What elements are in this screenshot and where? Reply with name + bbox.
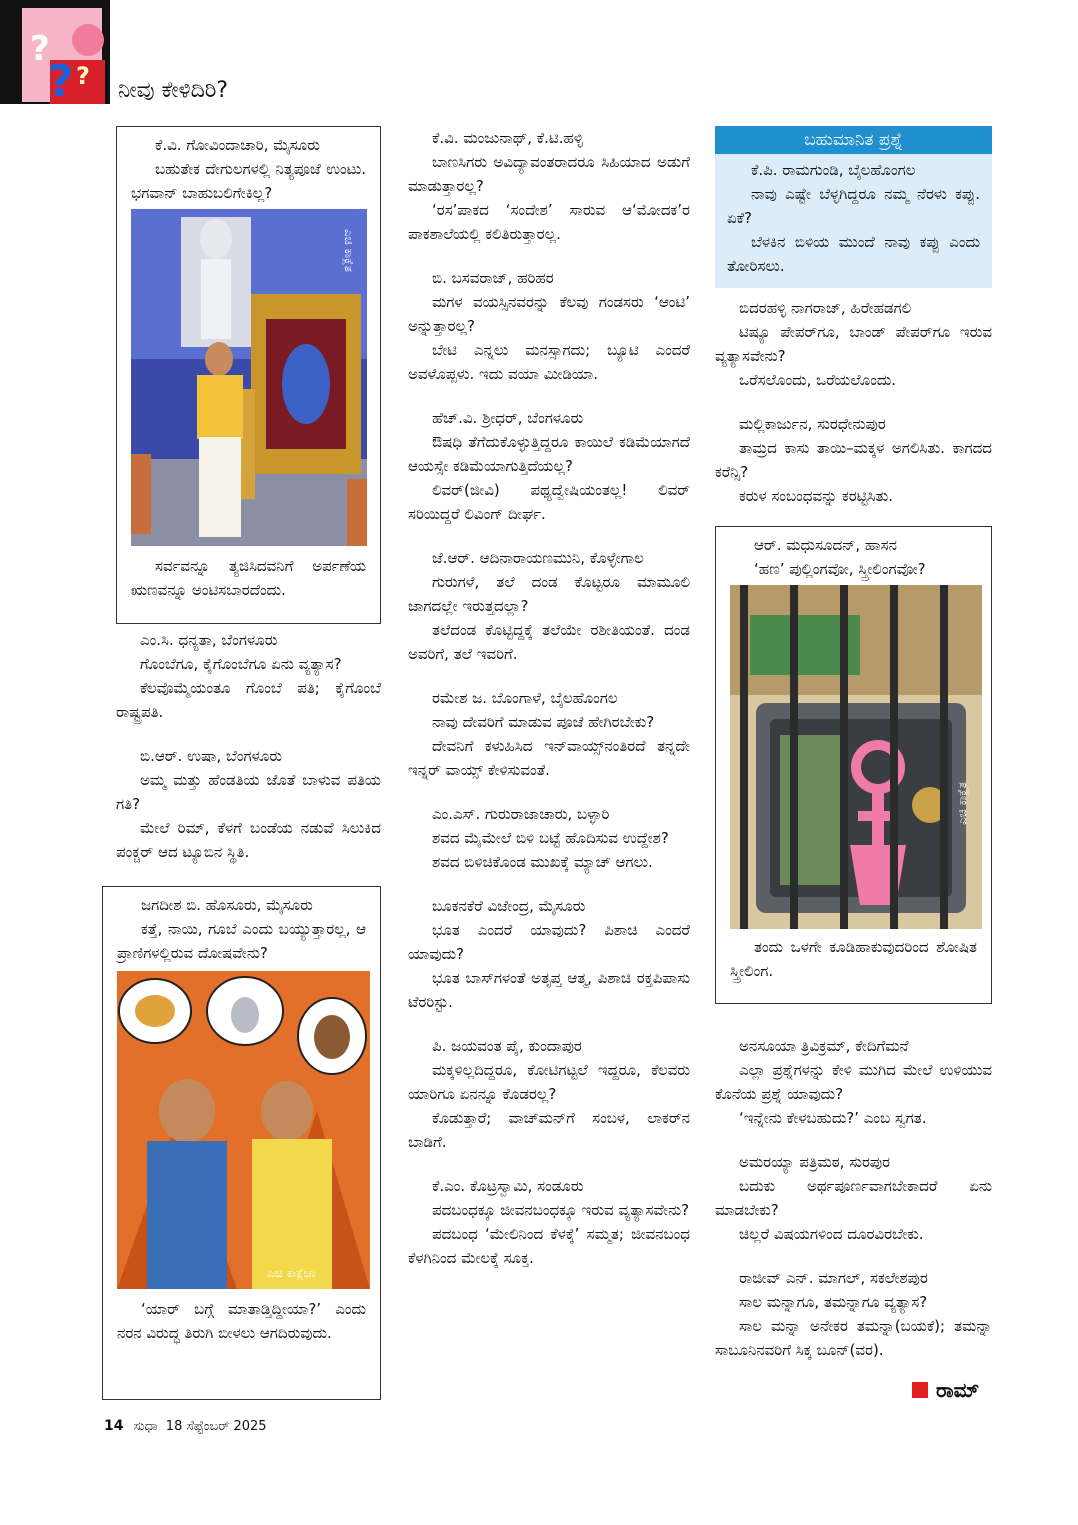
qa-item <box>408 1174 690 1270</box>
qa-box-1 <box>116 126 381 624</box>
answer-text: ಶವದ ಬಿಳಿಚಿಕೊಂಡ ಮುಖಕ್ಕೆ ಮ್ಯಾಚ್ ಆಗಲು. <box>432 853 653 871</box>
asker-name: ಕೆ.ಎಂ. ಕೊಟ್ರಸ್ವಾಮಿ, ಸಂಡೂರು <box>432 1177 584 1195</box>
answer-text: ಲಿವರ್(ಜೀವಿ) ಪಥ್ಯದ್ವೇಷಿಯಂತಲ್ಲ! ಲಿವರ್ ಸರಿಯಿದ್ದರೆ ಲಿವಿಂಗ್ ದೀರ್ಘ. <box>408 481 690 523</box>
asker-name: ಬಿ.ಆರ್. ಉಷಾ, ಬೆಂಗಳೂರು <box>140 747 283 765</box>
svg-text:?: ? <box>48 56 74 104</box>
question-text: ತಾಮ್ರದ ಕಾಸು ತಾಯಿ–ಮಕ್ಕಳ ಅಗಲಿಸಿತು. ಕಾಗದದ ಕರೆನ್ಸಿ? <box>715 439 992 481</box>
answer-text: ತಂದು ಒಳಗೇ ಕೂಡಿಹಾಕುವುದರಿಂದ ಶೋಷಿತ ಸ್ತ್ರೀಲಿಂಗ. <box>730 938 977 980</box>
artist-signature: ಎಚಿ ಕಾಕ್ಲೆತ <box>342 229 356 272</box>
question-text: ನಾವು ಎಷ್ಟೇ ಬೆಳ್ಳಗಿದ್ದರೂ ನಮ್ಮ ನೆರಳು ಕಪ್ಪು. ಏಕೆ? <box>727 185 980 227</box>
question-text: ಕತ್ತೆ, ನಾಯಿ, ಗೂಬೆ ಎಂದು ಬಯ್ಯುತ್ತಾರಲ್ಲ, ಆ ಪ್ರಾಣಿಗಳಲ್ಲಿರುವ ದೋಷವೇನು? <box>117 920 366 962</box>
asker-name: ಅಮರಯ್ಯಾ ಪತ್ರಿಮಠ, ಸುರಪುರ <box>739 1153 891 1171</box>
question-text: ಮಕ್ಕಳಿಲ್ಲದಿದ್ದರೂ, ಕೋಟಿಗಟ್ಟಲೆ ಇದ್ದರೂ, ಕೆಲವರು ಯಾರಿಗೂ ಏನನ್ನೂ ಕೊಡರಲ್ಲ? <box>408 1061 690 1103</box>
svg-text:?: ? <box>30 29 50 69</box>
asker-name: ರಾಜೀವ್ ಎನ್. ಮಾಗಲ್, ಸಕಲೇಶಪುರ <box>739 1269 928 1287</box>
question-text: ‘ಹಣ’ ಪುಲ್ಲಿಂಗವೋ, ಸ್ತ್ರೀಲಿಂಗವೋ? <box>754 560 926 578</box>
answer-text: ಚಿಲ್ಲರೆ ವಿಷಯಗಳಿಂದ ದೂರವಿರಬೇಕು. <box>739 1225 924 1243</box>
question-text: ಎಲ್ಲಾ ಪ್ರಶ್ನೆಗಳನ್ನು ಕೇಳಿ ಮುಗಿದ ಮೇಲೆ ಉಳಿಯುವ ಕೊನೆಯ ಪ್ರಶ್ನೆ ಯಾವುದು? <box>715 1061 992 1103</box>
col1-plain-list <box>116 628 381 884</box>
qa-item <box>116 628 381 724</box>
qa-item <box>408 894 690 1014</box>
issue-date: 18 ಸೆಪ್ಟೆಂಬರ್ 2025 <box>165 1419 267 1434</box>
question-text: ಅಮ್ಮ ಮತ್ತು ಹೆಂಡತಿಯ ಜೊತೆ ಬಾಳುವ ಪತಿಯ ಗತಿ? <box>116 771 381 813</box>
artist-signature: ಎಚಿ ಕಾಕ್ಲೆಚಾ <box>267 1266 316 1280</box>
temple-illustration <box>131 209 367 546</box>
col2-list <box>408 126 690 1290</box>
question-text: ಶವದ ಮೈಮೇಲೆ ಬಿಳಿ ಬಟ್ಟೆ ಹೊದಿಸುವ ಉದ್ದೇಶ? <box>432 829 669 847</box>
qa-item <box>408 406 690 526</box>
qa-item <box>408 686 690 782</box>
question-text: ಬಹುತೇಕ ದೇಗುಲಗಳಲ್ಲಿ ನಿತ್ಯಪೂಜೆ ಉಂಟು. ಭಗವಾನ್ ಬಾಹುಬಲಿಗೇಕಿಲ್ಲ? <box>131 160 366 202</box>
question-text: ಪದಬಂಧಕ್ಕೂ ಜೀವನಬಂಧಕ್ಕೂ ಇರುವ ವ್ಯತ್ಯಾಸವೇನು? <box>432 1201 690 1219</box>
question-text: ಭೂತ ಎಂದರೆ ಯಾವುದು? ಪಿಶಾಚಿ ಎಂದರೆ ಯಾವುದು? <box>408 921 690 963</box>
answer-text: ಸಾಲ ಮನ್ನಾ ಅನೇಕರ ತಮನ್ನಾ(ಬಯಕೆ); ತಮನ್ನಾ ಸಾಬೂನಿನವರಿಗೆ ಸಿಕ್ಕ ಬೂನ್(ವರ). <box>715 1317 992 1359</box>
answer-text: ಬೇಟಿ ಎನ್ನಲು ಮನಸ್ಸಾಗದು; ಬ್ಯೂಟಿ ಎಂದರೆ ಅವಳೊಪ್ಪಳು. ಇದು ವಯಾ ಮೀಡಿಯಾ. <box>408 341 690 383</box>
asker-name: ಜಗದೀಶ ಬಿ. ಹೊಸೂರು, ಮೈಸೂರು <box>141 896 313 914</box>
answer-text: ಮೇಲೆ ರಿಮ್, ಕೆಳಗೆ ಬಂಡೆಯ ನಡುವೆ ಸಿಲುಕಿದ ಪಂಕ್ಚರ್ ಆದ ಟ್ಯೂಬಿನ ಸ್ಥಿತಿ. <box>116 819 381 861</box>
question-text: ನಾವು ದೇವರಿಗೆ ಮಾಡುವ ಪೂಜೆ ಹೇಗಿರಬೇಕು? <box>432 713 655 731</box>
qa-item <box>408 546 690 666</box>
asker-name: ಮಲ್ಲಿಕಾರ್ಜುನ, ಸುರಧೇನುಪುರ <box>739 415 886 433</box>
author-signoff <box>912 1378 979 1402</box>
page-footer <box>104 1418 267 1434</box>
asker-name: ಎಂ.ಎಸ್. ಗುರುರಾಜಾಚಾರು, ಬಳ್ಳಾರಿ <box>432 805 610 823</box>
question-text: ಗುರುಗಳೆ, ತಲೆ ದಂಡ ಕೊಟ್ಟರೂ ಮಾಮೂಲಿ ಜಾಗದಲ್ಲೇ ಇರುತ್ತದಲ್ಲಾ? <box>408 573 690 615</box>
question-text: ಬಾಣಸಿಗರು ಅವಿದ್ಯಾವಂತರಾದರೂ ಸಿಹಿಯಾದ ಅಡುಗೆ ಮಾಡುತ್ತಾರಲ್ಲ? <box>408 153 690 195</box>
answer-text: ‘ರಸ’ಪಾಕದ ‘ಸಂದೇಶ’ ಸಾರುವ ಆ‘ಮೋದಕ’ರ ಪಾಕಶಾಲೆಯಲ್ಲಿ ಕಲಿತಿರುತ್ತಾರಲ್ಲ. <box>408 201 690 243</box>
locker-illustration <box>730 585 982 929</box>
asker-name: ಬಿ. ಬಸವರಾಜ್, ಹರಿಹರ <box>432 269 554 287</box>
magazine-name: ಸುಧಾ <box>133 1419 158 1434</box>
answer-text: ಬೆಳಕಿನ ಬಿಳಿಯ ಮುಂದೆ ನಾವು ಕಪ್ಪು ಎಂದು ತೋರಿಸಲು. <box>727 233 980 275</box>
question-text: ಗೊಂಬೆಗೂ, ಕೈಗೊಂಬೆಗೂ ಏನು ವ್ಯತ್ಯಾಸ? <box>140 655 342 673</box>
honored-question-title: ಬಹುಮಾನಿತ ಪ್ರಶ್ನೆ <box>715 126 992 154</box>
question-text: ಟಿಷ್ಯೂ ಪೇಪರ್‌ಗೂ, ಬಾಂಡ್ ಪೇಪರ್‌ಗೂ ಇರುವ ವ್ಯತ್ಯಾಸವೇನು? <box>715 323 992 365</box>
page-number: 14 <box>104 1418 124 1434</box>
qa-item <box>408 266 690 386</box>
answer-text: ತಲೆದಂಡ ಕೊಟ್ಟಿದ್ದಕ್ಕೆ ತಲೆಯೇ ರಶೀತಿಯಂತೆ. ದಂಡ ಅವರಿಗೆ, ತಲೆ ಇವರಿಗೆ. <box>408 621 690 663</box>
col3-bottom-list <box>715 1034 992 1382</box>
asker-name: ಕೆ.ವಿ. ಮಂಜುನಾಥ್, ಕೆ.ಟಿ.ಹಳ್ಳಿ <box>432 129 584 147</box>
asker-name: ಕೆ.ವಿ. ಗೋವಿಂದಾಚಾರಿ, ಮೈಸೂರು <box>155 136 320 154</box>
question-text: ಮಗಳ ವಯಸ್ಸಿನವರನ್ನು ಕೆಲವು ಗಂಡಸರು ‘ಆಂಟಿ’ ಅನ್ನುತ್ತಾರಲ್ಲ? <box>408 293 690 335</box>
honored-question-box <box>715 126 992 288</box>
asker-name: ಹೆಚ್.ವಿ. ಶ್ರೀಧರ್, ಬೆಂಗಳೂರು <box>432 409 584 427</box>
asker-name: ಬೂಕನಕೆರೆ ವಿಜೇಂದ್ರ, ಮೈಸೂರು <box>432 897 586 915</box>
asker-name: ಜೆ.ಆರ್. ಆದಿನಾರಾಯಣಮುನಿ, ಕೊಳ್ಳೇಗಾಲ <box>432 549 644 567</box>
qa-box-3 <box>715 526 992 1004</box>
answer-text: ಕೊಡುತ್ತಾರೆ; ವಾಚ್‌ಮನ್‌ಗೆ ಸಂಬಳ, ಲಾಕರ್‌ನ ಬಾಡಿಗೆ. <box>408 1109 690 1151</box>
answer-text: ‘ಇನ್ನೇನು ಕೇಳಬಹುದು?’ ಎಂಬ ಸ್ವಗತ. <box>739 1109 927 1127</box>
qa-item <box>715 412 992 508</box>
qa-box-2 <box>102 886 381 1400</box>
question-logo-icon <box>0 0 110 104</box>
column-logo <box>0 0 110 104</box>
answer-text: ಒರೆಸಲೊಂದು, ಒರೆಯಲೊಂದು. <box>739 371 897 389</box>
asker-name: ಆರ್. ಮಧುಸೂದನ್, ಹಾಸನ <box>754 536 897 554</box>
qa-item <box>408 126 690 246</box>
red-square-icon <box>912 1382 928 1398</box>
asker-name: ಬಿದರಹಳ್ಳಿ ನಾಗರಾಜ್, ಹಿರೇಹಡಗಲಿ <box>739 299 912 317</box>
qa-item <box>408 802 690 874</box>
answer-text: ‘ಯಾರ್ ಬಗ್ಗೆ ಮಾತಾಡ್ತಿದ್ದೀಯಾ?’ ಎಂದು ನರನ ವಿರುದ್ಧ ತಿರುಗಿ ಬೀಳಲು ಆಗದಿರುವುದು. <box>117 1300 366 1342</box>
answer-text: ಭೂತ ಬಾಸ್‌ಗಳಂತೆ ಅತೃಪ್ತ ಆತ್ಮ, ಪಿಶಾಚಿ ರಕ್ತಪಿಪಾಸು ಟೆರರಿಸ್ಟು. <box>408 969 690 1011</box>
author-name: ರಾಮ್ <box>936 1378 980 1402</box>
argument-illustration <box>117 971 370 1289</box>
answer-text: ಪದಬಂಧ ‘ಮೇಲಿನಿಂದ ಕೆಳಕ್ಕೆ’ ಸಮ್ಮತ; ಜೀವನಬಂಧ ಕೆಳಗಿನಿಂದ ಮೇಲಕ್ಕೆ ಸೂಕ್ತ. <box>408 1225 690 1267</box>
asker-name: ಅನಸೂಯಾ ತ್ರಿವಿಕ್ರಮ್, ಕೇದಿಗೆಮನೆ <box>739 1037 909 1055</box>
qa-item <box>408 1034 690 1154</box>
qa-item <box>715 1266 992 1362</box>
answer-text: ಸರ್ವವನ್ನೂ ತ್ಯಜಿಸಿದವನಿಗೆ ಅರ್ಪಣೆಯ ಋಣವನ್ನೂ ಅಂಟಿಸಬಾರದೆಂದು. <box>131 557 366 599</box>
asker-name: ಕೆ.ಪಿ. ರಾಮಗುಂಡಿ, ಬೈಲಹೊಂಗಲ <box>751 161 916 179</box>
answer-text: ಕರುಳ ಸಂಬಂಧವನ್ನು ಕರಟ್ಟಿಸಿತು. <box>739 487 894 505</box>
page-title: ನೀವು ಕೇಳಿದಿರಿ? <box>118 78 229 103</box>
question-text: ಸಾಲ ಮನ್ನಾಗೂ, ತಮನ್ನಾಗೂ ವ್ಯತ್ಯಾಸ? <box>739 1293 928 1311</box>
asker-name: ಎಂ.ಸಿ. ಧನ್ಯತಾ, ಬೆಂಗಳೂರು <box>140 631 278 649</box>
col3-top-list <box>715 296 992 528</box>
artist-signature: ಎಚಿ ಕಾಕ್ಲೆತ <box>955 782 969 825</box>
svg-text:?: ? <box>76 62 90 90</box>
question-text: ಔಷಧಿ ತೆಗೆದುಕೊಳ್ಳುತ್ತಿದ್ದರೂ ಕಾಯಿಲೆ ಕಡಿಮೆಯಾಗದೆ ಆಯಸ್ಸೇ ಕಡಿಮೆಯಾಗುತ್ತಿದೆಯಲ್ಲ? <box>408 433 690 475</box>
asker-name: ಪಿ. ಜಯವಂತ ಪೈ, ಕುಂದಾಪುರ <box>432 1037 582 1055</box>
question-text: ಬದುಕು ಅರ್ಥಪೂರ್ಣವಾಗಬೇಕಾದರೆ ಏನು ಮಾಡಬೇಕು? <box>715 1177 992 1219</box>
answer-text: ದೇವನಿಗೆ ಕಳುಹಿಸಿದ ಇನ್‌ವಾಯ್ಸ್‌ನಂತಿರದೆ ತನ್ನದೇ ಇನ್ನರ್ ವಾಯ್ಸ್ ಕೇಳಿಸುವಂತೆ. <box>408 737 690 779</box>
asker-name: ರಮೇಶ ಜ. ಬೊಂಗಾಳೆ, ಬೈಲಹೊಂಗಲ <box>432 689 618 707</box>
qa-item <box>116 744 381 864</box>
qa-item <box>715 1150 992 1246</box>
qa-item <box>715 296 992 392</box>
answer-text: ಕೆಲವೊಮ್ಮೆಯಂತೂ ಗೊಂಬೆ ಪತಿ; ಕೈಗೊಂಬೆ ರಾಷ್ಟ್ರಪತಿ. <box>116 679 381 721</box>
qa-item <box>715 1034 992 1130</box>
